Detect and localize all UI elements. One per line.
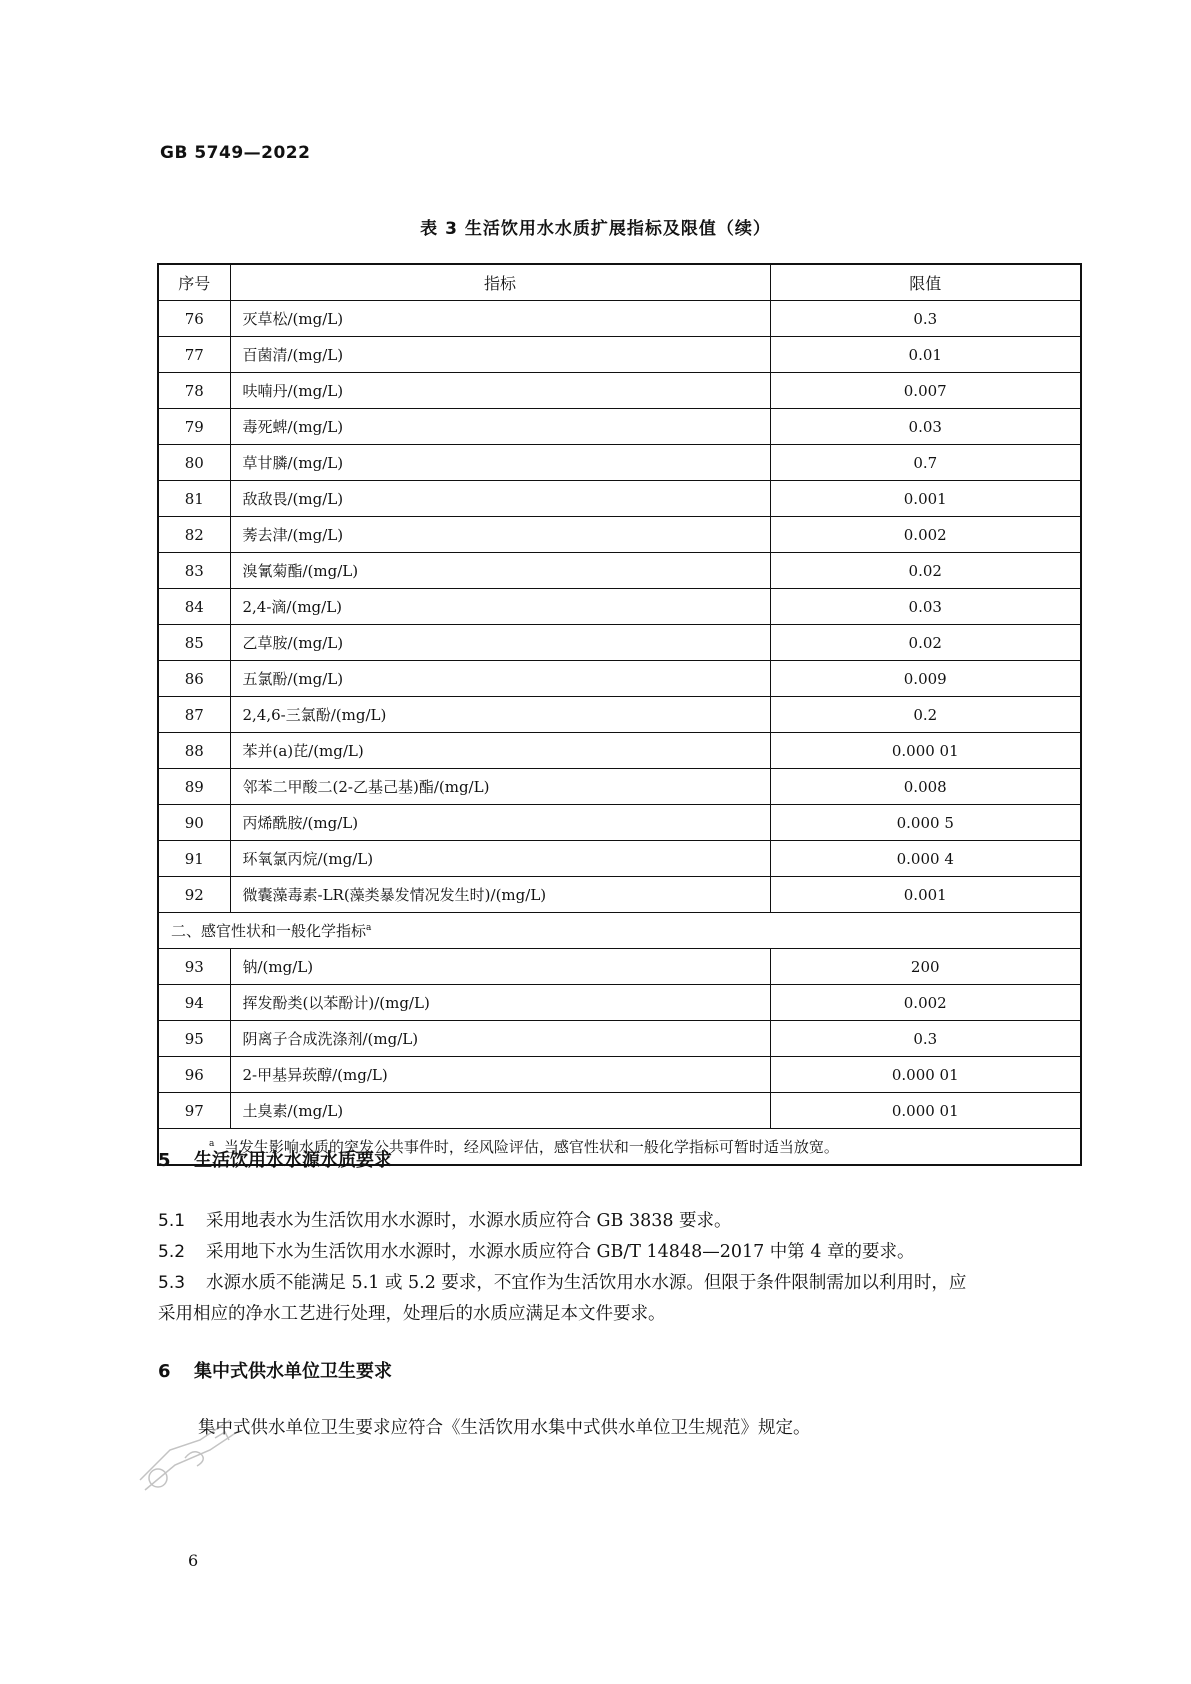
row-limit: 0.007: [770, 373, 1081, 409]
row-number: 80: [158, 445, 230, 481]
row-limit: 200: [770, 949, 1081, 985]
row-indicator: 草甘膦/(mg/L): [230, 445, 770, 481]
row-limit: 0.000 4: [770, 841, 1081, 877]
row-indicator: 丙烯酰胺/(mg/L): [230, 805, 770, 841]
row-indicator: 2-甲基异莰醇/(mg/L): [230, 1057, 770, 1093]
section-5-heading: [158, 1146, 392, 1172]
document-id: GB 5749—2022: [160, 143, 311, 163]
table-row: [158, 337, 1081, 373]
row-indicator: 五氯酚/(mg/L): [230, 661, 770, 697]
table-row: [158, 805, 1081, 841]
column-header-limit: 限值: [770, 264, 1081, 301]
row-limit: 0.03: [770, 589, 1081, 625]
row-limit: 0.001: [770, 481, 1081, 517]
row-limit: 0.02: [770, 553, 1081, 589]
row-indicator: 挥发酚类(以苯酚计)/(mg/L): [230, 985, 770, 1021]
row-number: 81: [158, 481, 230, 517]
row-indicator: 微囊藻毒素-LR(藻类暴发情况发生时)/(mg/L): [230, 877, 770, 913]
row-indicator: 百菌清/(mg/L): [230, 337, 770, 373]
clause-5-3-continuation: 采用相应的净水工艺进行处理，处理后的水质应满足本文件要求。: [158, 1304, 666, 1324]
row-number: 83: [158, 553, 230, 589]
footnote-mark: a: [209, 1139, 215, 1149]
row-number: 92: [158, 877, 230, 913]
row-number: 88: [158, 733, 230, 769]
row-limit: 0.01: [770, 337, 1081, 373]
section-5-number: 5: [158, 1150, 171, 1171]
section-6-title: 集中式供水单位卫生要求: [194, 1361, 392, 1382]
row-indicator: 阴离子合成洗涤剂/(mg/L): [230, 1021, 770, 1057]
clause-5-2-number: 5.2: [158, 1242, 186, 1262]
row-indicator: 溴氰菊酯/(mg/L): [230, 553, 770, 589]
row-limit: 0.008: [770, 769, 1081, 805]
clause-5-1-text: 采用地表水为生活饮用水水源时，水源水质应符合 GB 3838 要求。: [206, 1211, 732, 1231]
row-indicator: 土臭素/(mg/L): [230, 1093, 770, 1129]
row-indicator: 苯并(a)芘/(mg/L): [230, 733, 770, 769]
row-number: 85: [158, 625, 230, 661]
row-limit: 0.3: [770, 301, 1081, 337]
table-header-row: [158, 264, 1081, 301]
row-number: 79: [158, 409, 230, 445]
clause-5-3: [158, 1266, 966, 1300]
row-number: 90: [158, 805, 230, 841]
section-6-number: 6: [158, 1361, 171, 1382]
table-row: [158, 481, 1081, 517]
row-limit: 0.7: [770, 445, 1081, 481]
clause-5-3-number: 5.3: [158, 1273, 186, 1293]
section-label: 二、感官性状和一般化学指标: [171, 922, 367, 940]
row-number: 87: [158, 697, 230, 733]
table-row: [158, 1057, 1081, 1093]
row-number: 93: [158, 949, 230, 985]
row-limit: 0.002: [770, 517, 1081, 553]
section-label-cell: [158, 913, 1081, 949]
table-row: [158, 949, 1081, 985]
table-row: [158, 841, 1081, 877]
table-row: [158, 661, 1081, 697]
row-limit: 0.000 5: [770, 805, 1081, 841]
row-number: 78: [158, 373, 230, 409]
column-header-indicator: 指标: [230, 264, 770, 301]
clause-5-2-text: 采用地下水为生活饮用水水源时，水源水质应符合 GB/T 14848—2017 中第 4 章的要求。: [206, 1242, 915, 1262]
row-indicator: 邻苯二甲酸二(2-乙基己基)酯/(mg/L): [230, 769, 770, 805]
row-number: 96: [158, 1057, 230, 1093]
row-limit: 0.000 01: [770, 1057, 1081, 1093]
row-limit: 0.3: [770, 1021, 1081, 1057]
row-number: 89: [158, 769, 230, 805]
row-number: 77: [158, 337, 230, 373]
table-row: [158, 409, 1081, 445]
table-row: [158, 517, 1081, 553]
row-number: 95: [158, 1021, 230, 1057]
table-row: [158, 985, 1081, 1021]
table-row: [158, 769, 1081, 805]
row-number: 76: [158, 301, 230, 337]
row-limit: 0.000 01: [770, 733, 1081, 769]
section-5-title: 生活饮用水水源水质要求: [194, 1150, 392, 1171]
row-limit: 0.2: [770, 697, 1081, 733]
row-indicator: 2,4-滴/(mg/L): [230, 589, 770, 625]
row-limit: 0.002: [770, 985, 1081, 1021]
row-number: 84: [158, 589, 230, 625]
table-row: [158, 1093, 1081, 1129]
clause-5-1-number: 5.1: [158, 1211, 186, 1231]
clause-5-2: [158, 1235, 915, 1269]
table-row: [158, 373, 1081, 409]
row-number: 86: [158, 661, 230, 697]
section-6-paragraph: 集中式供水单位卫生要求应符合《生活饮用水集中式供水单位卫生规范》规定。: [198, 1418, 811, 1438]
row-limit: 0.001: [770, 877, 1081, 913]
table-row: [158, 697, 1081, 733]
section-6-heading: [158, 1357, 392, 1383]
row-indicator: 敌敌畏/(mg/L): [230, 481, 770, 517]
row-limit: 0.000 01: [770, 1093, 1081, 1129]
row-number: 91: [158, 841, 230, 877]
row-indicator: 灭草松/(mg/L): [230, 301, 770, 337]
row-limit: 0.009: [770, 661, 1081, 697]
row-indicator: 环氧氯丙烷/(mg/L): [230, 841, 770, 877]
row-number: 94: [158, 985, 230, 1021]
table-row: [158, 553, 1081, 589]
table-caption: 表 3 生活饮用水水质扩展指标及限值（续）: [420, 219, 771, 239]
page-number: 6: [188, 1551, 199, 1570]
row-limit: 0.02: [770, 625, 1081, 661]
row-indicator: 莠去津/(mg/L): [230, 517, 770, 553]
column-header-number: 序号: [158, 264, 230, 301]
watermark-stamp-icon: [130, 1410, 250, 1500]
row-indicator: 呋喃丹/(mg/L): [230, 373, 770, 409]
table-row: [158, 733, 1081, 769]
section-footnote-mark: a: [366, 923, 372, 933]
table-row: [158, 1021, 1081, 1057]
table-row: [158, 589, 1081, 625]
table-row: [158, 445, 1081, 481]
row-indicator: 2,4,6-三氯酚/(mg/L): [230, 697, 770, 733]
clause-5-1: [158, 1204, 732, 1238]
row-limit: 0.03: [770, 409, 1081, 445]
row-number: 82: [158, 517, 230, 553]
table-row: [158, 625, 1081, 661]
table-row: [158, 301, 1081, 337]
row-indicator: 钠/(mg/L): [230, 949, 770, 985]
indicator-table: [157, 263, 1082, 1166]
section-row: [158, 913, 1081, 949]
clause-5-3-text-line1: 水源水质不能满足 5.1 或 5.2 要求，不宜作为生活饮用水水源。但限于条件限制需加以利用时，应: [206, 1273, 967, 1293]
row-number: 97: [158, 1093, 230, 1129]
table-row: [158, 877, 1081, 913]
row-indicator: 毒死蜱/(mg/L): [230, 409, 770, 445]
row-indicator: 乙草胺/(mg/L): [230, 625, 770, 661]
footnote-text: 当发生影响水质的突发公共事件时，经风险评估，感官性状和一般化学指标可暂时适当放宽。: [223, 1138, 839, 1156]
